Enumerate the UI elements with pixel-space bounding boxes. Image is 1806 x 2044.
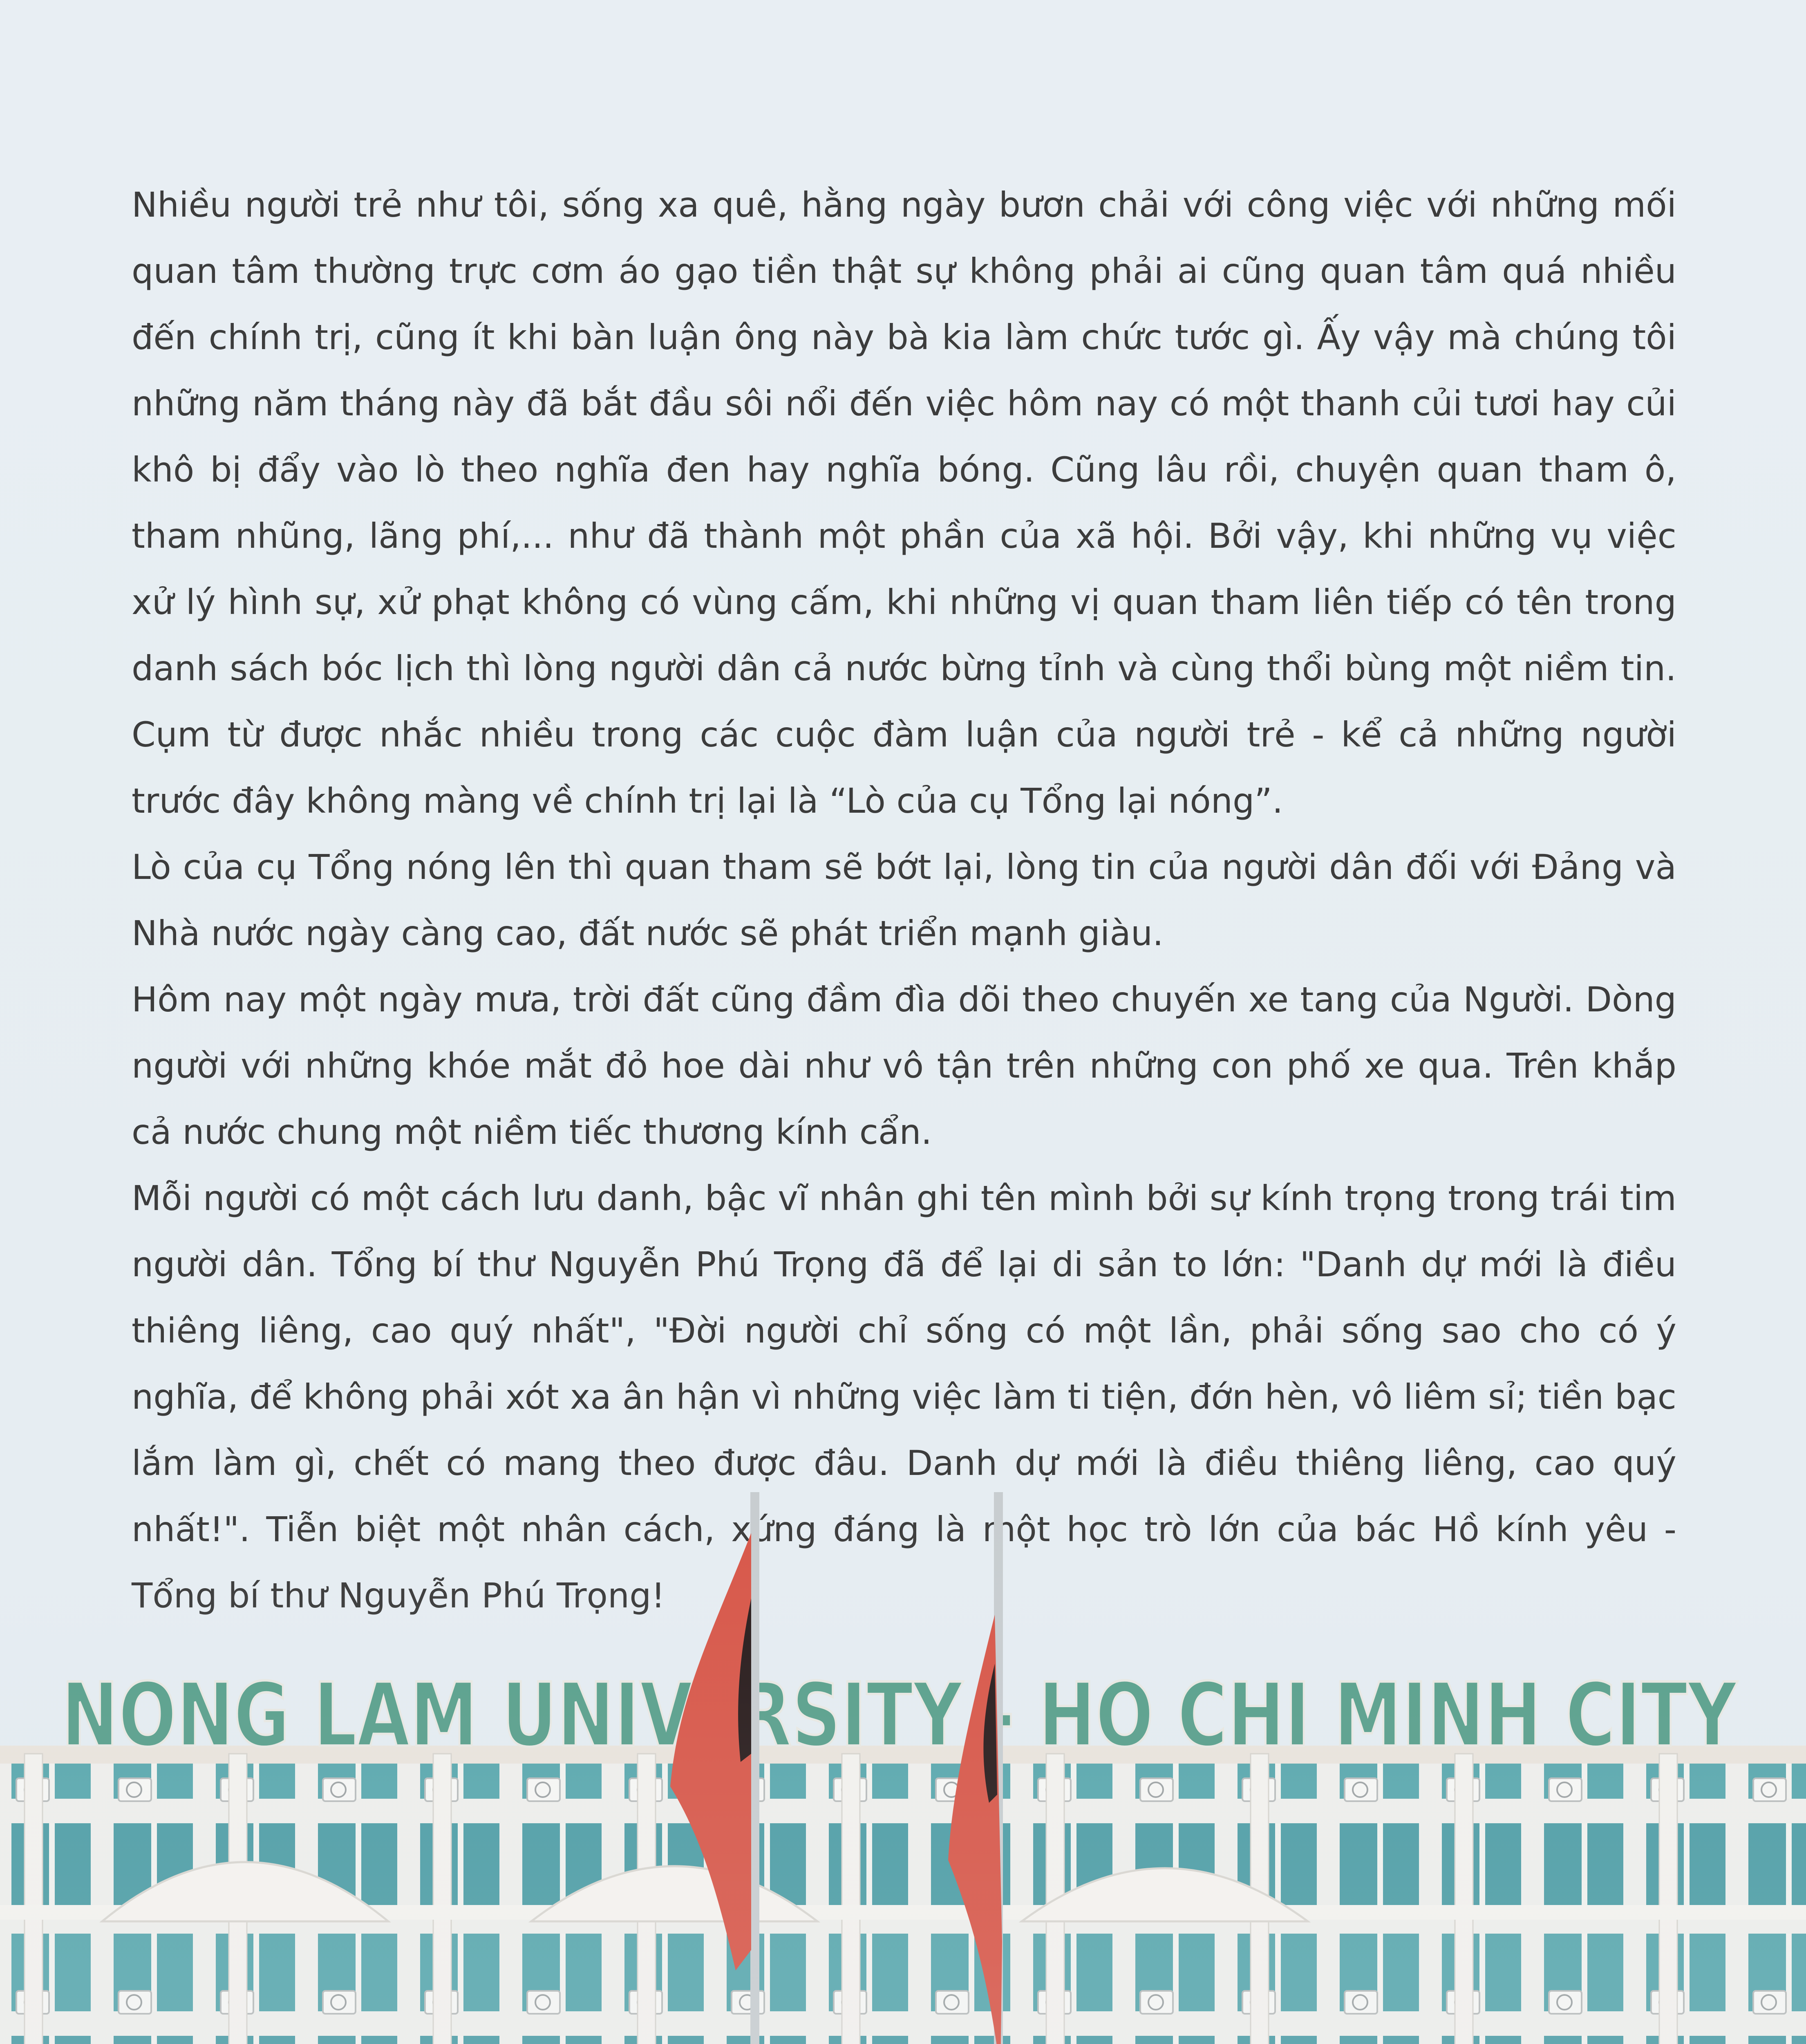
article-paragraph-1: Nhiều người trẻ như tôi, sống xa quê, hằng ngày bươn chải với công việc với những mối quan tâm thường trực cơm áo gạo tiền thật sự không phải ai cũng quan tâm quá nhiều đến chính trị, cũng ít khi bàn luận ông này bà kia làm chức tước gì. Ấy vậy mà chúng tôi những năm tháng này đã bắt đầu sôi nổi đến việc hôm nay có một thanh củi tươi hay củi khô bị đẩy vào lò theo nghĩa đen hay nghĩa bóng. Cũng lâu rồi, chuyện quan tham ô, tham nhũng, lãng phí,... như đã thành một phần của xã hội. Bởi vậy, khi những vụ việc xử lý hình sự, xử phạt không có vùng cấm, khi những vị quan tham liên tiếp có tên trong danh sách bóc lịch thì lòng người dân cả nước bừng tỉnh và cùng thổi bùng một niềm tin. Cụm từ được nhắc nhiều trong các cuộc đàm luận của người trẻ - kể cả những người trước đây không màng về chính trị lại là “Lò của cụ Tổng lại nóng”. <box>132 185 1676 821</box>
article-paragraph-4: Mỗi người có một cách lưu danh, bậc vĩ nhân ghi tên mình bởi sự kính trọng trong trái tim người dân. Tổng bí thư Nguyễn Phú Trọng đã để lại di sản to lớn: "Danh dự mới là điều thiêng liêng, cao quý nhất", "Đời người chỉ sống có một lần, phải sống sao cho có ý nghĩa, để không phải xót xa ân hận vì những việc làm ti tiện, đớn hèn, vô liêm sỉ; tiền bạc lắm làm gì, chết có mang theo được đâu. Danh dự mới là điều thiêng liêng, cao quý <box>132 1178 1676 1483</box>
article-body <box>132 172 1676 1629</box>
university-building-photo <box>0 1492 1806 2044</box>
article-paragraph-2: Lò của cụ Tổng nóng lên thì quan tham sẽ bớt lại, lòng tin của người dân đối với Đảng và Nhà nước ngày càng cao, đất nước sẽ phát triển mạnh giàu. <box>132 847 1676 953</box>
article-paragraph-3: Hôm nay một ngày mưa, trời đất cũng đầm đìa dõi theo chuyến xe tang của Người. Dòng người với những khóe mắt đỏ hoe dài như vô tận trên những con phố xe qua. Trên khắp cả nước chung một niềm tiếc thương kính cẩn. <box>132 979 1676 1152</box>
